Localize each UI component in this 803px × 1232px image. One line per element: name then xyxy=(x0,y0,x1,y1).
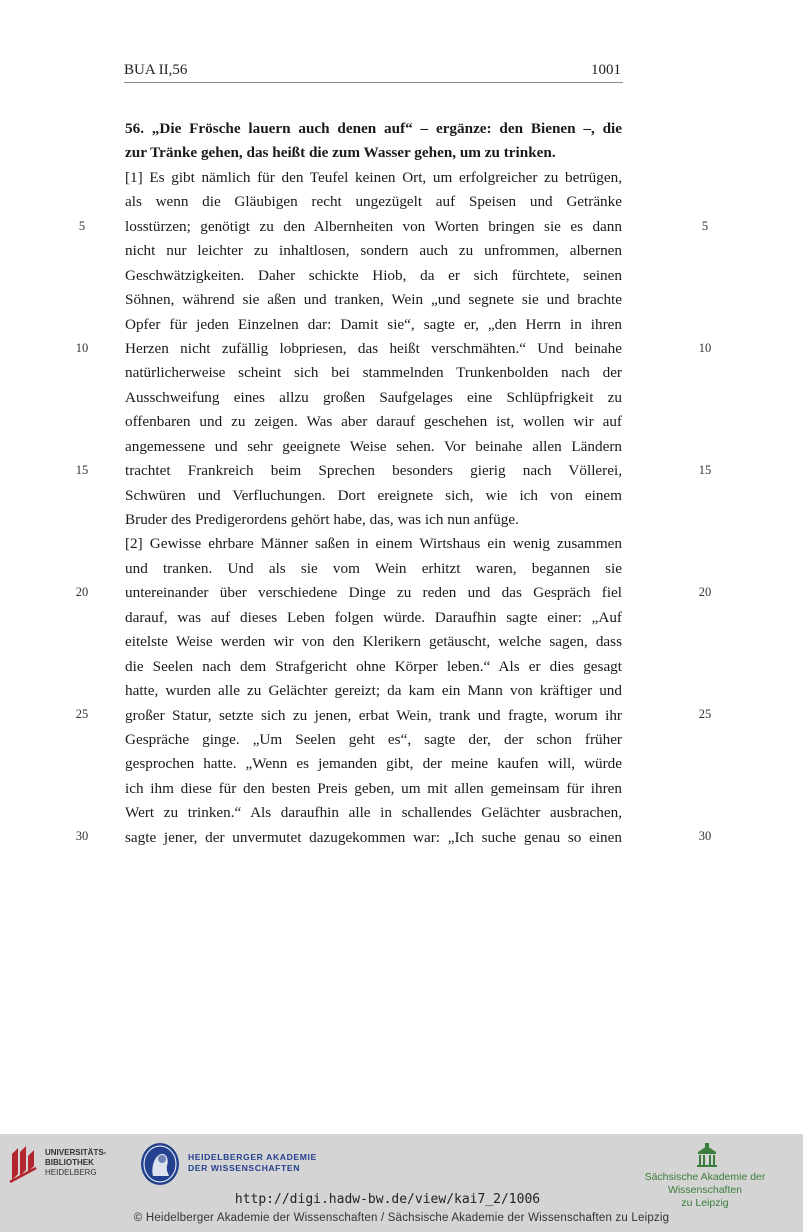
text-line: Bruder des Predigerordens gehört habe, das, was ich nun anfüge. xyxy=(125,511,519,528)
hadw-name-line: DER WISSENSCHAFTEN xyxy=(188,1163,301,1173)
text-line: Geschwätzigkeiten. Daher schickte Hiob, da er sich fürchtete, seinen xyxy=(125,266,622,284)
section-heading-line: zur Tränke gehen, das heißt die zum Wasser gehen, um zu trinken. xyxy=(125,144,556,162)
line-number-right: 15 xyxy=(698,463,712,477)
line-number-left: 15 xyxy=(75,463,89,477)
footer-band xyxy=(0,1134,803,1232)
text-line: Söhnen, während sie aßen und tranken, Wein „und segnete sie und brachte xyxy=(125,291,622,309)
running-head-siglum: BUA II,56 xyxy=(124,62,188,78)
text-line: Wert zu trinken.“ Als daraufhin alle in schallendes Gelächter ausbrachen, xyxy=(125,804,622,822)
saw-name-line: zu Leipzig xyxy=(681,1197,729,1209)
text-line: Opfer für jeden Einzelnen dar: Damit sie“, sagte er, „den Herrn in ihren xyxy=(125,315,622,333)
line-number-left: 10 xyxy=(75,341,89,355)
section-heading-line: 56. „Die Frösche lauern auch denen auf“ – ergänze: den Bienen –, die xyxy=(125,120,622,137)
page-number: 1001 xyxy=(591,62,621,78)
text-line: untereinander über verschiedene Dinge zu reden und das Gespräch fiel xyxy=(125,584,622,602)
heidelberg-academy-name xyxy=(188,1152,317,1174)
permalink-url[interactable]: http://digi.hadw-bw.de/view/kai7_2/1006 xyxy=(234,1192,541,1207)
text-line: ich ihm diese für den besten Preis geben, um mit allen gemeinsam für ihren xyxy=(125,779,622,797)
text-line: [2] Gewisse ehrbare Männer saßen in einem Wirtshaus ein wenig zusammen xyxy=(125,535,622,553)
academy-seal-icon xyxy=(140,1142,180,1186)
text-line: offenbaren und zu zeigen. Was aber darauf geschehen ist, wollen wir auf xyxy=(125,413,622,431)
line-number-right: 25 xyxy=(698,707,712,721)
text-line: Schwüren und Verfluchungen. Dort ereignete sich, wie ich von einem xyxy=(125,486,622,504)
ub-name-line: HEIDELBERG xyxy=(45,1168,97,1177)
text-line: angemessene und sehr geeignete Weise sehen. Vor beinahe allen Ländern xyxy=(125,437,622,455)
text-line: hatte, wurden alle zu Gelächter gereizt; da kam ein Mann von kräftiger und xyxy=(125,682,622,700)
text-line: als wenn die Gläubigen recht ungezügelt auf Speisen und Getränke xyxy=(125,193,622,211)
line-number-right: 20 xyxy=(698,585,712,599)
text-block xyxy=(125,117,622,850)
copyright-notice: © Heidelberger Akademie der Wissenschaften / Sächsische Akademie der Wissenschaften zu Leipzig xyxy=(133,1212,670,1224)
university-library-name xyxy=(45,1148,106,1178)
text-line: die Seelen nach dem Strafgericht ohne Körper leben.“ Als er dies gesagt xyxy=(125,657,622,675)
line-number-right: 30 xyxy=(698,829,712,843)
text-line: und tranken. Und als sie vom Wein erhitzt waren, begannen sie xyxy=(125,559,622,577)
text-line: sagte jener, der unvermutet dazugekommen war: „Ich suche genau so einen xyxy=(125,828,622,846)
saxon-academy-building-icon xyxy=(696,1142,718,1168)
text-line: natürlicherweise scheint sich bei stammelnden Trunkenbolden nach der xyxy=(125,364,622,382)
running-head xyxy=(124,60,623,83)
text-line: [1] Es gibt nämlich für den Teufel keinen Ort, um erfolgreicher zu betrügen, xyxy=(125,168,622,186)
text-line: großer Statur, setzte sich zu jenen, erbat Wein, trank und fragte, worum ihr xyxy=(125,706,622,724)
ub-name-line: BIBLIOTHEK xyxy=(45,1158,94,1167)
line-number-left: 20 xyxy=(75,585,89,599)
text-line: eitelste Weise werden wir von den Klerikern getäuscht, welche sagen, dass xyxy=(125,633,622,651)
line-number-right: 5 xyxy=(701,219,709,233)
line-number-left: 5 xyxy=(78,219,86,233)
text-line: Ausschweifung eines allzu großen Saufgelages eine Schlüpfrigkeit zu xyxy=(125,388,622,406)
hadw-name-line: HEIDELBERGER AKADEMIE xyxy=(188,1152,317,1162)
text-line: Herzen nicht zufällig lobpriesen, das heißt verschmähten.“ Und beinahe xyxy=(125,339,622,357)
text-line: darauf, was auf dieses Leben folgen würde. Daraufhin sagte einer: „Auf xyxy=(125,608,622,626)
text-line: losstürzen; genötigt zu den Albernheiten von Worten bringen sie es dann xyxy=(125,217,622,235)
line-number-left: 25 xyxy=(75,707,89,721)
saw-name-line: Sächsische Akademie der Wissenschaften xyxy=(644,1171,766,1196)
line-number-left: 30 xyxy=(75,829,89,843)
text-line: gesprochen hatte. „Wenn es jemanden gibt, der meine kaufen will, würde xyxy=(125,755,622,773)
ub-name-line: UNIVERSITÄTS- xyxy=(45,1148,107,1157)
line-number-right: 10 xyxy=(698,341,712,355)
university-library-logo-icon xyxy=(8,1142,40,1184)
text-line: nicht nur leichter zu inhaltlosen, sondern auch zu unfrommen, albernen xyxy=(125,242,622,260)
text-line: trachtet Frankreich beim Sprechen besonders gierig nach Völlerei, xyxy=(125,462,622,480)
text-line: Gespräche ginge. „Um Seelen geht es“, sagte der, der schon früher xyxy=(125,730,622,748)
